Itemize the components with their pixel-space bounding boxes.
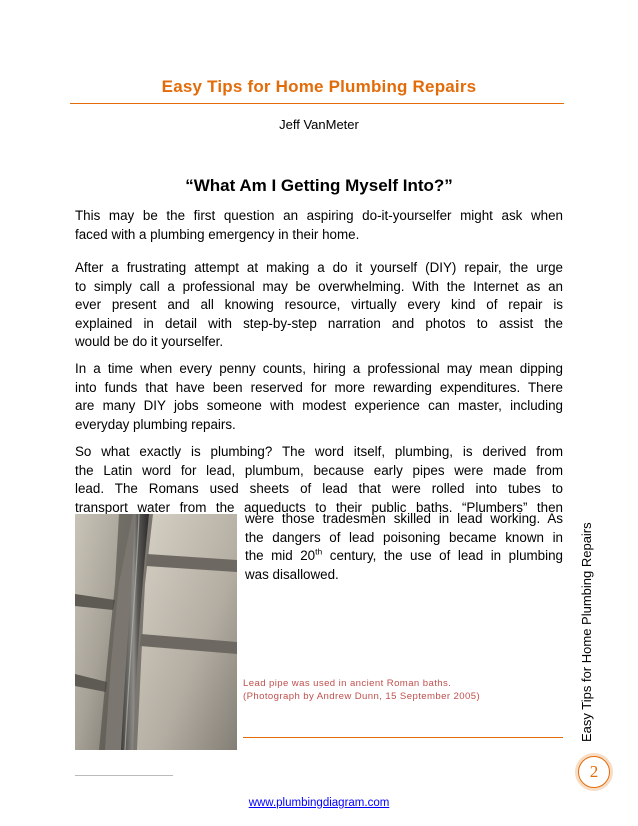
- page-number: 2: [589, 762, 599, 781]
- section-heading: “What Am I Getting Myself Into?”: [185, 176, 453, 195]
- title-divider: [70, 103, 564, 104]
- text-line: would be do it yourselfer.: [75, 334, 224, 349]
- photo-caption: [243, 677, 480, 703]
- text-line: everyday plumbing repairs.: [75, 416, 236, 432]
- text-line: the Latin word for lead, plumbum, because early pipes were made from: [75, 462, 563, 478]
- caption-line: (Photograph by Andrew Dunn, 15 September 2005): [243, 691, 481, 702]
- page-number-badge: [578, 756, 610, 788]
- superscript: th: [315, 546, 323, 557]
- text-line: transport water from the aqueducts to their public baths. “Plumbers” then: [75, 499, 563, 515]
- side-running-title: Easy Tips for Home Plumbing Repairs: [579, 522, 594, 742]
- text-line: In a time when every penny counts, hiring a professional may mean dipping: [75, 361, 563, 376]
- lead-pipe-photo: [75, 514, 237, 750]
- paragraph-4: [75, 443, 563, 517]
- text-line: to simply call a professional may be overwhelming. With the Internet as an: [75, 278, 563, 294]
- paragraph-3: [75, 360, 563, 434]
- text-line: This may be the first question an aspiring do-it-yourselfer might ask when: [75, 208, 563, 223]
- text-line: ever present and all knowing resource, virtually every kind of repair is: [75, 297, 563, 312]
- text-line: [245, 547, 563, 566]
- text-segment: century, the use of lead in plumbing: [322, 548, 563, 563]
- text-line: lead. The Romans used sheets of lead that were rolled into tubes to: [75, 481, 563, 496]
- text-line: faced with a plumbing emergency in their home.: [75, 226, 360, 242]
- footnote-divider: [75, 775, 173, 776]
- text-line: were those tradesmen skilled in lead working. As: [245, 511, 563, 526]
- paragraph-1: [75, 207, 563, 244]
- caption-line: Lead pipe was used in ancient Roman baths.: [243, 678, 452, 689]
- text-line: So what exactly is plumbing? The word itself, plumbing, is derived from: [75, 444, 563, 459]
- text-segment: the mid 20: [245, 548, 316, 563]
- text-line: explained in detail with step-by-step narration and photos to assist the: [75, 315, 563, 331]
- author-name: Jeff VanMeter: [279, 117, 359, 132]
- caption-divider: [243, 737, 563, 738]
- lead-pipe-illustration: [75, 514, 237, 750]
- text-line: are many DIY jobs someone with modest experience can master, including: [75, 398, 563, 413]
- text-line: into funds that have been reserved for more rewarding expenditures. There: [75, 379, 563, 395]
- document-title: Easy Tips for Home Plumbing Repairs: [161, 77, 477, 96]
- text-line: the dangers of lead poisoning became known in: [245, 529, 563, 545]
- paragraph-2: [75, 259, 563, 352]
- text-line: was disallowed.: [245, 566, 339, 582]
- paragraph-5-wrapped: [245, 510, 563, 584]
- footer-link[interactable]: www.plumbingdiagram.com: [248, 797, 390, 809]
- text-line: After a frustrating attempt at making a do it yourself (DIY) repair, the urge: [75, 260, 563, 275]
